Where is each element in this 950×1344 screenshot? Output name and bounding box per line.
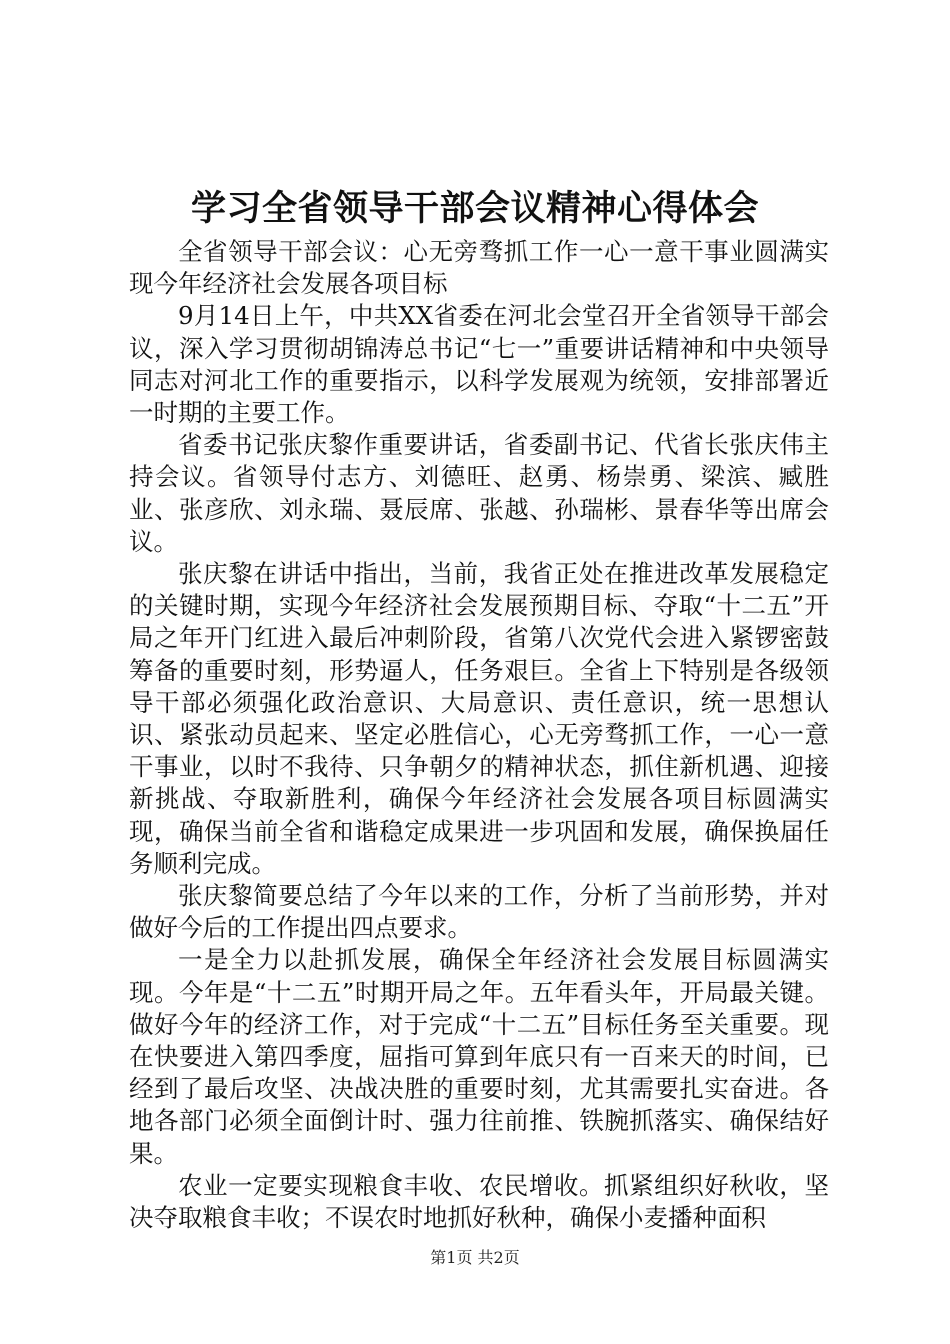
paragraph-5: 张庆黎简要总结了今年以来的工作，分析了当前形势，并对做好今后的工作提出四点要求。 — [129, 881, 829, 943]
paragraph-2: 9月14日上午，中共XX省委在河北会堂召开全省领导干部会议，深入学习贯彻胡锦涛总书记“七一”重要讲话精神和中央领导同志对河北工作的重要指示，以科学发展观为统领，安排部署近一时期的主要工作。 — [129, 301, 829, 428]
document-title: 学习全省领导干部会议精神心得体会 — [190, 188, 759, 229]
paragraph-4: 张庆黎在讲话中指出，当前，我省正处在推进改革发展稳定的关键时期，实现今年经济社会发展预期目标、夺取“十二五”开局之年开门红进入最后冲刺阶段，省第八次党代会进入紧锣密鼓筹备的重要时刻，形势逼人，任务艰巨。全省上下特别是各级领导干部必须强化政治意识、大局意识、责任意识，统一思想认识、紧张动员起来、坚定必胜信心，心无旁骛抓工作，一心一意干事业，以时不我待、只争朝夕的精神状态，抓住新机遇、迎接新挑战、夺取新胜利，确保今年经济社会发展各项目标圆满实现，确保当前全省和谐稳定成果进一步巩固和发展，确保换届任务顺利完成。 — [129, 559, 829, 878]
paragraph-6: 一是全力以赴抓发展，确保全年经济社会发展目标圆满实现。今年是“十二五”时期开局之年。五年看头年，开局最关键。做好今年的经济工作，对于完成“十二五”目标任务至关重要。现在快要进入第四季度，屈指可算到年底只有一百来天的时间，已经到了最后攻坚、决战决胜的重要时刻，尤其需要扎实奋进。各地各部门必须全面倒计时、强力往前推、铁腕抓落实、确保结好果。 — [129, 945, 829, 1168]
document-body — [129, 236, 829, 1234]
paragraph-1: 全省领导干部会议：心无旁骛抓工作一心一意干事业圆满实现今年经济社会发展各项目标 — [129, 237, 829, 299]
paragraph-3: 省委书记张庆黎作重要讲话，省委副书记、代省长张庆伟主持会议。省领导付志方、刘德旺、赵勇、杨崇勇、梁滨、臧胜业、张彦欣、刘永瑞、聂辰席、张越、孙瑞彬、景春华等出席会议。 — [129, 430, 829, 556]
page-number-footer: 第1页 共2页 — [430, 1248, 520, 1267]
paragraph-7: 农业一定要实现粮食丰收、农民增收。抓紧组织好秋收，坚决夺取粮食丰收；不误农时地抓好秋种，确保小麦播种面积 — [129, 1170, 829, 1233]
